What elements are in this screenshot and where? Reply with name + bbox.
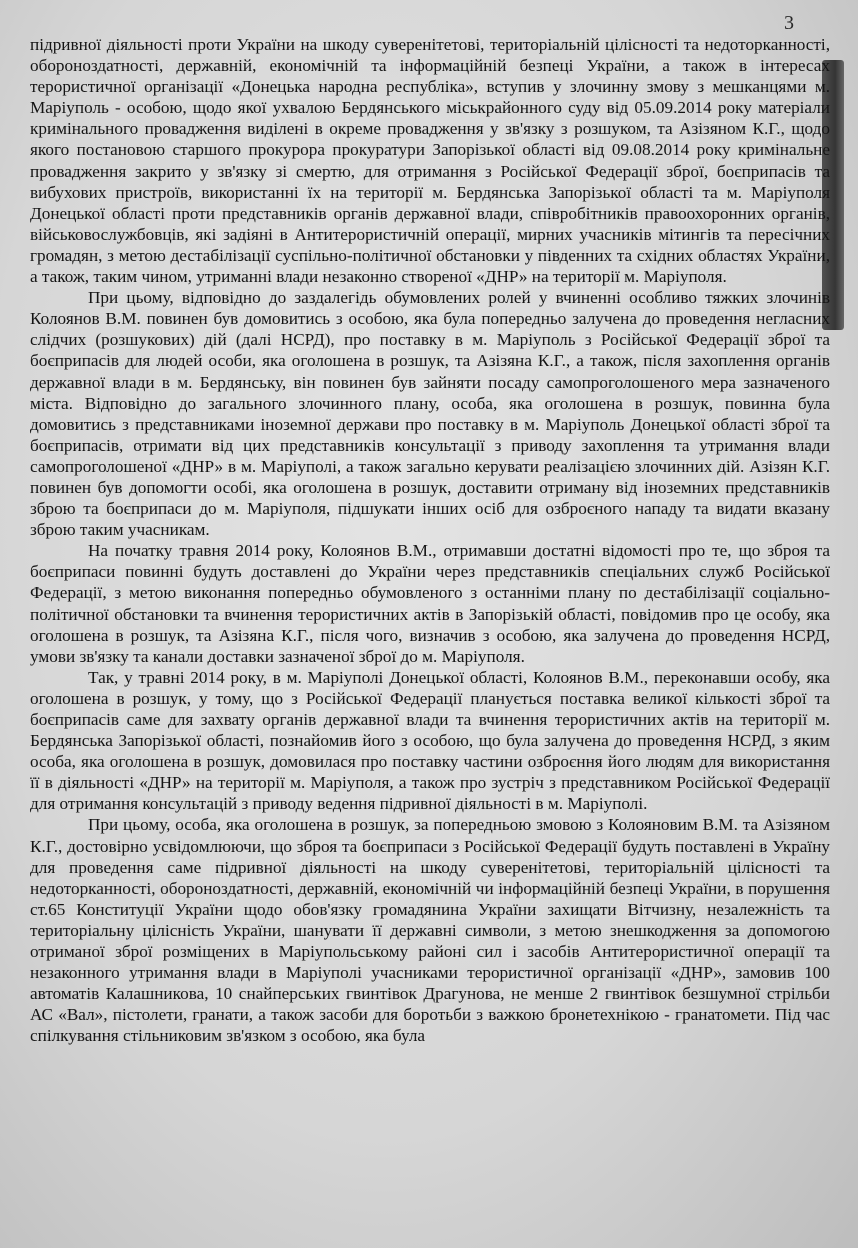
page-number: 3 — [784, 12, 794, 34]
paragraph-2: При цьому, відповідно до заздалегідь обумовлених ролей у вчиненні особливо тяжких злочинів Колоянов В.М. повинен був домовитись з особою, яка була попередньо залучена до проведення негласних слідчих (розшукових) дій (далі НСРД), про поставку в м. Маріуполь з Російської Федерації зброї та боєприпасів для людей особи, яка оголошена в розшук, та Азізяна К.Г., а також, після захоплення органів державної влади в м. Бердянську, він повинен був зайняти посаду самопроголошеного мера зазначеного міста. Відповідно до загального злочинного плану, особа, яка оголошена в розшук, повинна була домовитись з представниками іноземної держави про поставку в м. Маріуполь Донецької області зброї та боєприпасів, отримати від цих представників консультації з приводу захоплення та утримання влади самопроголошеної «ДНР» в м. Маріуполі, а також загально керувати реалізацією злочинних дій. Азізян К.Г. повинен був допомогти особі, яка оголошена в розшук, доставити отриману від іноземних представників зброю та боєприпаси до м. Маріуполя, підшукати інших осіб для озброєного нападу та видати вказану зброю таким учасникам. — [30, 288, 830, 540]
paragraph-4: Так, у травні 2014 року, в м. Маріуполі Донецької області, Колоянов В.М., переконавши особу, яка оголошена в розшук, у тому, що з Російської Федерації планується поставка великої кількості зброї та боєприпасів саме для захвату органів державної влади та вчинення терористичних актів на території м. Бердянська Запорізької області, познайомив його з особою, що була залучена до проведення НСРД, з яким особа, яка оголошена в розшук, домовилася про поставку частини озброєння його людям для використання її в діяльності «ДНР» на території м. Маріуполя, а також про зустріч з представником Російської Федерації для отримання консультацій з приводу ведення підривної діяльності в м. Маріуполі. — [30, 667, 830, 814]
paragraph-5: При цьому, особа, яка оголошена в розшук, за попередньою змовою з Колояновим В.М. та Азізяном К.Г., достовірно усвідомлюючи, що зброя та боєприпаси з Російської Федерації будуть поставлені в Україну для проведення саме підривної діяльності на шкоду суверенітетові, територіальній цілісності та недоторканності, обороноздатності, державній, економічній чи інформаційній безпеці України, в порушення ст.65 Конституції України щодо обов'язку громадянина України захищати Вітчизну, незалежність та територіальну цілісність України, шанувати її державні символи, з метою знешкодження за допомогою отриманої зброї розміщених в Маріупольському районі сил і засобів Антитерористичної операції та незаконного утримання влади в Маріуполі учасниками терористичної організації «ДНР», замовив 100 автоматів Калашникова, 10 снайперських гвинтівок Драгунова, не менше 2 гвинтівок безшумної стрільби АС «Вал», пістолети, гранати, а також засоби для боротьби з важкою бронетехнікою - гранатомети. Під час спілкування стільниковим зв'язком з особою, яка була — [30, 815, 830, 1046]
paragraph-3: На початку травня 2014 року, Колоянов В.М., отримавши достатні відомості про те, що зброя та боєприпаси повинні будуть доставлені до України через представників спеціальних служб Російської Федерації, з метою виконання попередньо обумовленого з останніми плану по дестабілізації соціально-політичної обстановки та вчинення терористичних актів в Запорізькій області, повідомив про це особу, яка оголошена в розшук, та Азізяна К.Г., після чого, визначив з особою, яка залучена до проведення НСРД, умови зв'язку та канали доставки зазначеної зброї до м. Маріуполя. — [30, 541, 830, 666]
paragraph-1: підривної діяльності проти України на шкоду суверенітетові, територіальній цілісності та недоторканності, обороноздатності, державній, економічній та інформаційній безпеці України, а також в інтересах терористичної організації «Донецька народна республіка», вступив у злочинну змову з мешканцями м. Маріуполь - особою, щодо якої ухвалою Бердянського міськрайонного суду від 05.09.2014 року матеріали кримінального провадження виділені в окреме провадження у зв'язку з розшуком, та Азізяном К.Г., щодо якого постановою старшого прокурора прокуратури Запорізької області від 09.08.2014 року кримінальне провадження закрито у зв'язку зі смертю, для отримання з Російської Федерації зброї, боєприпасів та вибухових пристроїв, використанні їх на території м. Бердянська Запорізької області та м. Маріуполя Донецької області проти представників органів державної влади, співробітників правоохоронних органів, військовослужбовців, які задіяні в Антитерористичній операції, мирних учасників мітингів та пересічних громадян, з метою дестабілізації суспільно-політичної обстановки у південних та східних областях України, а також, таким чином, утриманні влади незаконно створеної «ДНР» на території м. Маріуполя. — [30, 35, 830, 287]
document-body — [30, 34, 830, 1047]
